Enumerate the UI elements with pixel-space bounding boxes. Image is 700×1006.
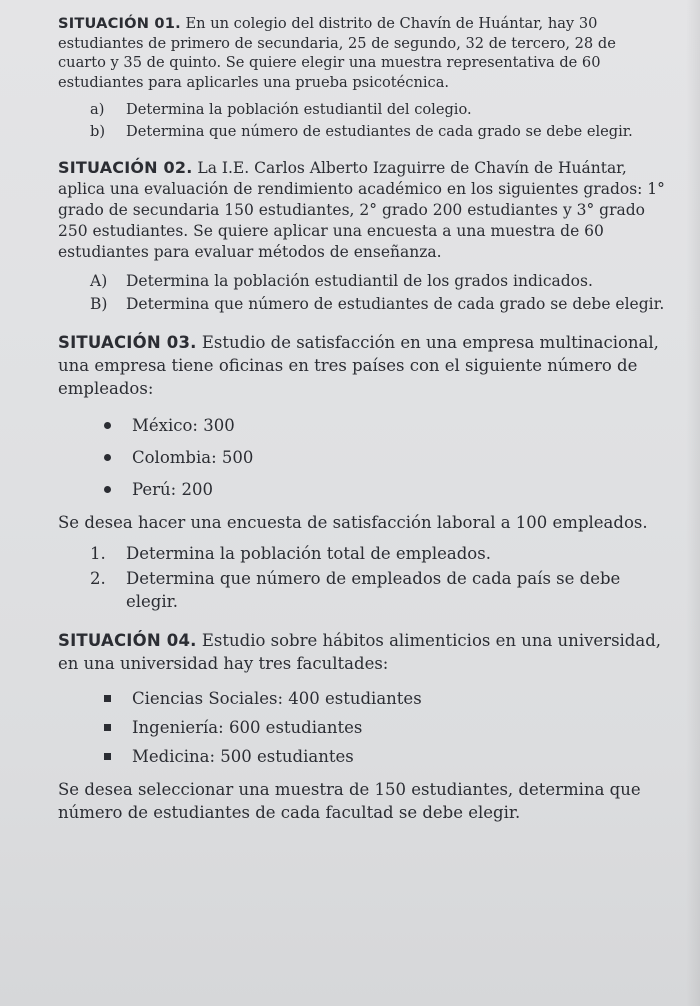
bullet-square-icon [104, 753, 111, 760]
list-item-text: Colombia: 500 [132, 448, 254, 467]
question-marker: 1. [90, 544, 106, 563]
question-text: Determina que número de empleados de cada país se debe elegir. [126, 569, 621, 611]
situacion-01-statement [58, 14, 668, 92]
question-item [90, 567, 668, 613]
paper-edge-shadow [686, 0, 700, 1006]
situacion-01 [58, 14, 668, 141]
list-item [104, 716, 668, 739]
list-item [104, 414, 668, 437]
list-item-text: Perú: 200 [132, 480, 213, 499]
bullet-dot-icon [104, 422, 111, 429]
list-item [104, 687, 668, 710]
situacion-03-country-list [58, 414, 668, 501]
situacion-04 [58, 629, 668, 824]
situacion-01-title: SITUACIÓN 01. [58, 15, 181, 32]
situacion-03 [58, 331, 668, 613]
situacion-02-statement [58, 157, 668, 263]
situacion-03-followup: Se desea hacer una encuesta de satisfacción laboral a 100 empleados. [58, 513, 648, 532]
situacion-02 [58, 157, 668, 315]
question-marker: a) [90, 101, 105, 118]
question-marker: A) [90, 272, 108, 290]
question-item [90, 100, 668, 120]
question-marker: b) [90, 122, 106, 140]
situacion-03-statement [58, 331, 668, 400]
situacion-04-faculty-list [58, 687, 668, 768]
question-text: Determina que número de estudiantes de cada grado se debe elegir. [126, 295, 665, 313]
question-item [90, 271, 668, 292]
bullet-square-icon [104, 724, 111, 731]
list-item-text: Ciencias Sociales: 400 estudiantes [132, 689, 422, 708]
situacion-03-title: SITUACIÓN 03. [58, 333, 197, 352]
situacion-03-text: Estudio de satisfacción en una empresa multinacional, una empresa tiene oficinas en tres países con el siguiente número de empleados: [58, 333, 659, 398]
situacion-02-questions [58, 271, 668, 315]
question-text: Determina la población estudiantil de los grados indicados. [126, 272, 593, 290]
situacion-03-questions [58, 542, 668, 613]
question-item [90, 542, 668, 565]
worksheet-content [58, 14, 668, 840]
situacion-04-followup: Se desea seleccionar una muestra de 150 estudiantes, determina que número de estudiantes de cada facultad se debe elegir. [58, 780, 641, 822]
list-item-text: Medicina: 500 estudiantes [132, 747, 354, 766]
situacion-02-title: SITUACIÓN 02. [58, 158, 193, 177]
question-marker: 2. [90, 569, 106, 588]
situacion-04-statement [58, 629, 668, 675]
question-item [90, 294, 668, 315]
list-item [104, 745, 668, 768]
bullet-dot-icon [104, 454, 111, 461]
bullet-square-icon [104, 695, 111, 702]
question-text: Determina la población total de empleados. [126, 544, 491, 563]
question-marker: B) [90, 295, 108, 313]
list-item [104, 478, 668, 501]
situacion-01-questions [58, 100, 668, 141]
situacion-04-text: Estudio sobre hábitos alimenticios en una universidad, en una universidad hay tres facultades: [58, 631, 662, 673]
situacion-02-text: La I.E. Carlos Alberto Izaguirre de Chavín de Huántar, aplica una evaluación de rendimiento académico en los siguientes grados: 1° grado de secundaria 150 estudiantes, 2° grado 200 estudiantes y 3° grado 250 estudiantes. Se quiere aplicar una encuesta a una muestra de 60 estudiantes para evaluar métodos de enseñanza. [58, 159, 665, 261]
list-item-text: México: 300 [132, 416, 235, 435]
list-item [104, 446, 668, 469]
bullet-dot-icon [104, 486, 111, 493]
list-item-text: Ingeniería: 600 estudiantes [132, 718, 363, 737]
question-text: Determina que número de estudiantes de cada grado se debe elegir. [126, 122, 633, 140]
question-item [90, 122, 668, 142]
situacion-04-title: SITUACIÓN 04. [58, 631, 197, 650]
question-text: Determina la población estudiantil del colegio. [126, 101, 472, 118]
situacion-01-text: En un colegio del distrito de Chavín de Huántar, hay 30 estudiantes de primero de secundaria, 25 de segundo, 32 de tercero, 28 de cuarto y 35 de quinto. Se quiere elegir una muestra representativa de 60 estudiantes para aplicarles una prueba psicotécnica. [58, 15, 616, 91]
